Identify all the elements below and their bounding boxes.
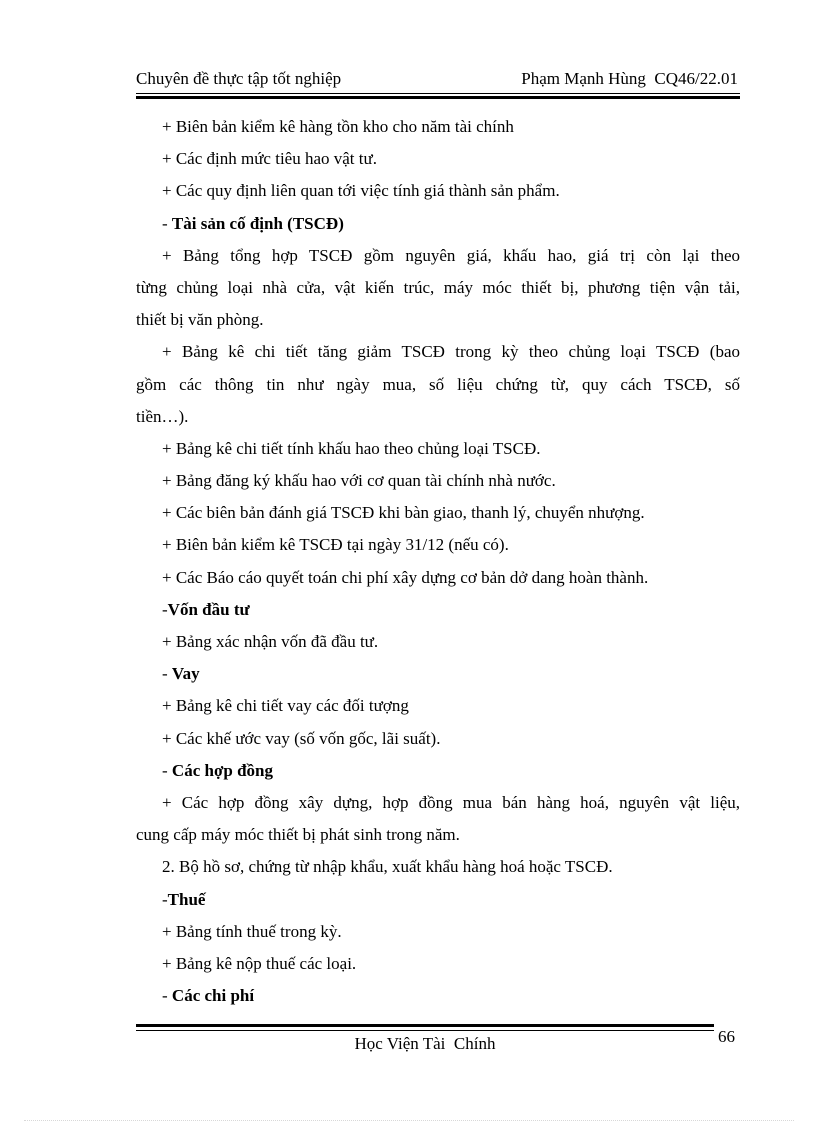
body-line: + Bảng xác nhận vốn đã đầu tư. <box>162 632 379 651</box>
body-line: + Biên bản kiểm kê hàng tồn kho cho năm tài chính <box>162 117 514 136</box>
heading-text: Các chi phí <box>171 986 255 1006</box>
heading-text: Vay <box>171 664 200 684</box>
body-line: + Bảng kê chi tiết vay các đối tượng <box>162 696 409 716</box>
section-heading-contracts <box>136 755 740 787</box>
heading-text: Tài sản cố định (TSCĐ) <box>171 213 344 233</box>
body-line: cung cấp máy móc thiết bị phát sinh trong năm. <box>136 825 460 845</box>
heading-text: Vốn đầu tư <box>167 599 250 619</box>
body-line: + Các Báo cáo quyết toán chi phí xây dựng cơ bản dở dang hoàn thành. <box>162 567 649 587</box>
body-line: + Bảng tổng hợp TSCĐ gồm nguyên giá, khấu hao, giá trị còn lại theo <box>162 245 740 265</box>
section-heading-tax <box>136 884 740 916</box>
section-heading-fixed-assets <box>136 208 740 240</box>
heading-dash: - <box>162 760 172 780</box>
page-bottom-edge <box>24 1120 794 1121</box>
heading-text: Thuế <box>167 889 206 909</box>
footer-institution: Học Viện Tài Chính <box>354 1034 496 1053</box>
body-line: + Các khế ước vay (số vốn gốc, lãi suất). <box>162 728 441 748</box>
body-line: + Các biên bản đánh giá TSCĐ khi bàn giao, thanh lý, chuyển nhượng. <box>162 503 645 523</box>
body-line: + Các định mức tiêu hao vật tư. <box>162 149 377 169</box>
section-heading-expenses <box>136 980 740 1012</box>
header-author-class: Phạm Mạnh Hùng CQ46/22.01 <box>521 69 738 88</box>
body-line: + Các hợp đồng xây dựng, hợp đồng mua bán hàng hoá, nguyên vật liệu, <box>162 792 740 812</box>
heading-dash: - <box>162 986 172 1006</box>
page-body <box>136 111 740 1012</box>
heading-dash: - <box>162 664 172 684</box>
header-divider-thick <box>136 96 740 99</box>
body-line: gồm các thông tin như ngày mua, số liệu chứng từ, quy cách TSCĐ, số <box>136 374 740 394</box>
body-line: + Bảng kê chi tiết tính khấu hao theo chủng loại TSCĐ. <box>162 438 541 458</box>
section-heading-loans <box>136 658 740 690</box>
body-line: thiết bị văn phòng. <box>136 310 264 330</box>
body-line: + Bảng đăng ký khấu hao với cơ quan tài chính nhà nước. <box>162 471 556 491</box>
body-line: + Bảng tính thuế trong kỳ. <box>162 921 342 941</box>
page-number: 66 <box>718 1027 735 1046</box>
header-document-title: Chuyên đề thực tập tốt nghiệp <box>136 69 342 88</box>
body-line: tiền…). <box>136 406 189 426</box>
body-line: + Bảng kê chi tiết tăng giảm TSCĐ trong kỳ theo chủng loại TSCĐ (bao <box>162 342 740 362</box>
heading-text: Các hợp đồng <box>171 760 273 780</box>
section-heading-investment-capital <box>136 594 740 626</box>
heading-dash: - <box>162 599 168 619</box>
heading-dash: - <box>162 213 172 233</box>
body-line: + Biên bản kiểm kê TSCĐ tại ngày 31/12 (nếu có). <box>162 535 509 555</box>
body-line: + Các quy định liên quan tới việc tính giá thành sản phẩm. <box>162 181 560 201</box>
header-divider-thin <box>136 93 740 94</box>
body-line: + Bảng kê nộp thuế các loại. <box>162 953 357 973</box>
footer-divider-thin <box>136 1030 714 1031</box>
body-line: 2. Bộ hồ sơ, chứng từ nhập khẩu, xuất khẩu hàng hoá hoặc TSCĐ. <box>162 857 613 877</box>
body-line: từng chủng loại nhà cửa, vật kiến trúc, máy móc thiết bị, phương tiện vận tải, <box>136 277 740 297</box>
footer-divider-thick <box>136 1024 714 1027</box>
heading-dash: - <box>162 889 168 909</box>
